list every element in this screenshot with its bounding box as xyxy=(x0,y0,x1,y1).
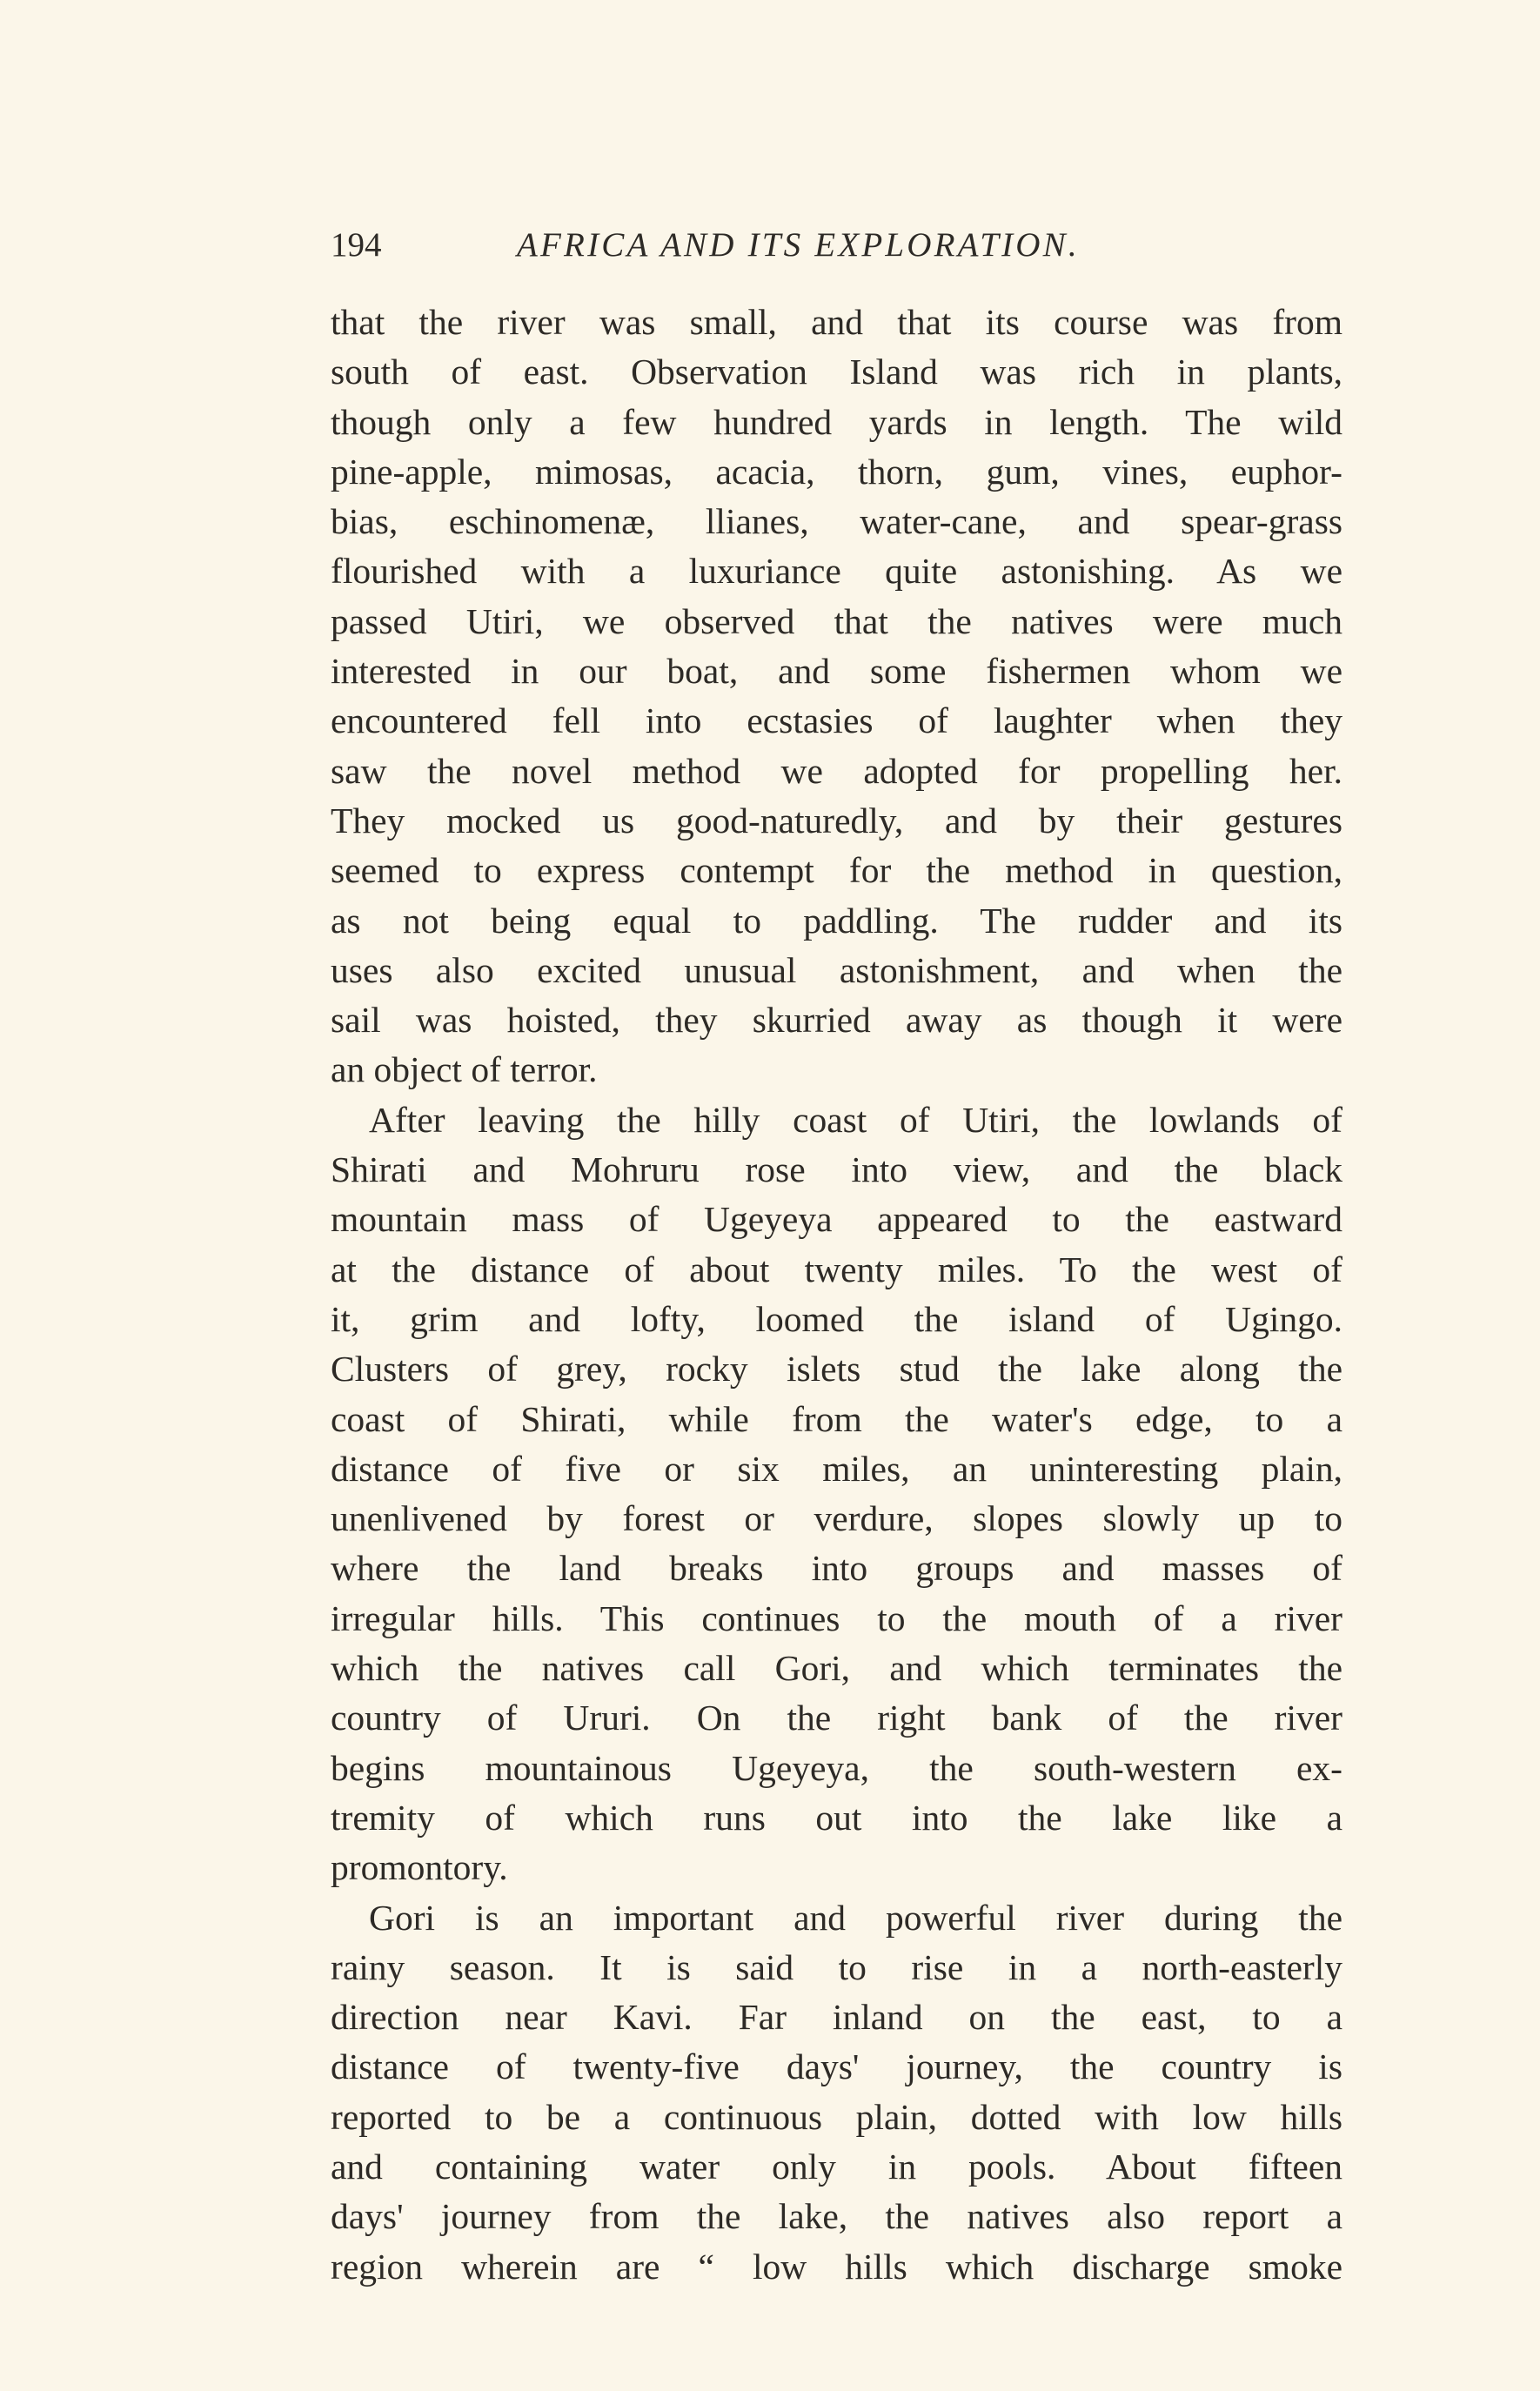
text-line: direction near Kavi. Far inland on the east, to a xyxy=(331,1997,1342,2038)
text-line: They mocked us good-naturedly, and by their gestures xyxy=(331,800,1342,841)
body-text xyxy=(331,298,1342,2292)
text-line: uses also excited unusual astonishment, and when the xyxy=(331,949,1342,990)
text-line: rainy season. It is said to rise in a north-easterly xyxy=(331,1946,1342,1987)
text-line: promontory. xyxy=(331,1847,508,1888)
text-line: interested in our boat, and some fishermen whom we xyxy=(331,651,1342,692)
text-line: days' journey from the lake, the natives also report a xyxy=(331,2196,1342,2237)
text-line: bias, eschinomenæ, llianes, water-cane, and spear-grass xyxy=(331,501,1342,542)
text-line: that the river was small, and that its course was from xyxy=(331,302,1342,342)
text-line: distance of five or six miles, an uninteresting plain, xyxy=(331,1448,1342,1489)
text-line: mountain mass of Ugeyeya appeared to the eastward xyxy=(331,1199,1342,1240)
paragraph xyxy=(331,298,1342,1095)
text-line: at the distance of about twenty miles. To the west of xyxy=(331,1249,1342,1289)
text-line: encountered fell into ecstasies of laughter when they xyxy=(331,700,1342,741)
text-line: unenlivened by forest or verdure, slopes slowly up to xyxy=(331,1498,1342,1539)
text-line: region wherein are “ low hills which discharge smoke xyxy=(331,2246,1342,2287)
text-line: Gori is an important and powerful river during the xyxy=(369,1897,1342,1938)
text-line: and containing water only in pools. About fifteen xyxy=(331,2146,1342,2187)
text-line: reported to be a continuous plain, dotted with low hills xyxy=(331,2096,1342,2137)
text-line: which the natives call Gori, and which terminates the xyxy=(331,1648,1342,1689)
text-line: pine-apple, mimosas, acacia, thorn, gum, vines, euphor- xyxy=(331,451,1342,492)
text-line: begins mountainous Ugeyeya, the south-western ex- xyxy=(331,1747,1342,1788)
text-line: saw the novel method we adopted for propelling her. xyxy=(331,750,1342,791)
text-line: irregular hills. This continues to the mouth of a river xyxy=(331,1597,1342,1638)
text-line: seemed to express contempt for the method in question, xyxy=(331,850,1342,891)
text-line: coast of Shirati, while from the water's edge, to a xyxy=(331,1398,1342,1439)
text-line: flourished with a luxuriance quite astonishing. As we xyxy=(331,551,1342,592)
page-number: 194 xyxy=(331,226,382,264)
text-line: an object of terror. xyxy=(331,1049,598,1090)
text-line: where the land breaks into groups and masses of xyxy=(331,1548,1342,1589)
paragraph xyxy=(331,1893,1342,2292)
running-head: AFRICA AND ITS EXPLORATION. xyxy=(517,226,1080,264)
text-line: it, grim and lofty, loomed the island of Ugingo. xyxy=(331,1298,1342,1339)
text-line: country of Ururi. On the right bank of the river xyxy=(331,1698,1342,1738)
text-line: passed Utiri, we observed that the natives were much xyxy=(331,600,1342,641)
text-line: though only a few hundred yards in length. The wild xyxy=(331,401,1342,442)
text-line: sail was hoisted, they skurried away as though it were xyxy=(331,1000,1342,1041)
paragraph xyxy=(331,1095,1342,1893)
text-line: as not being equal to paddling. The rudder and its xyxy=(331,900,1342,941)
text-line: After leaving the hilly coast of Utiri, the lowlands of xyxy=(369,1099,1342,1140)
text-line: Shirati and Mohruru rose into view, and the black xyxy=(331,1149,1342,1190)
page-header xyxy=(331,224,1331,266)
text-line: distance of twenty-five days' journey, the country is xyxy=(331,2046,1342,2087)
text-line: tremity of which runs out into the lake like a xyxy=(331,1797,1342,1838)
text-line: south of east. Observation Island was rich in plants, xyxy=(331,352,1342,392)
text-line: Clusters of grey, rocky islets stud the lake along the xyxy=(331,1349,1342,1390)
